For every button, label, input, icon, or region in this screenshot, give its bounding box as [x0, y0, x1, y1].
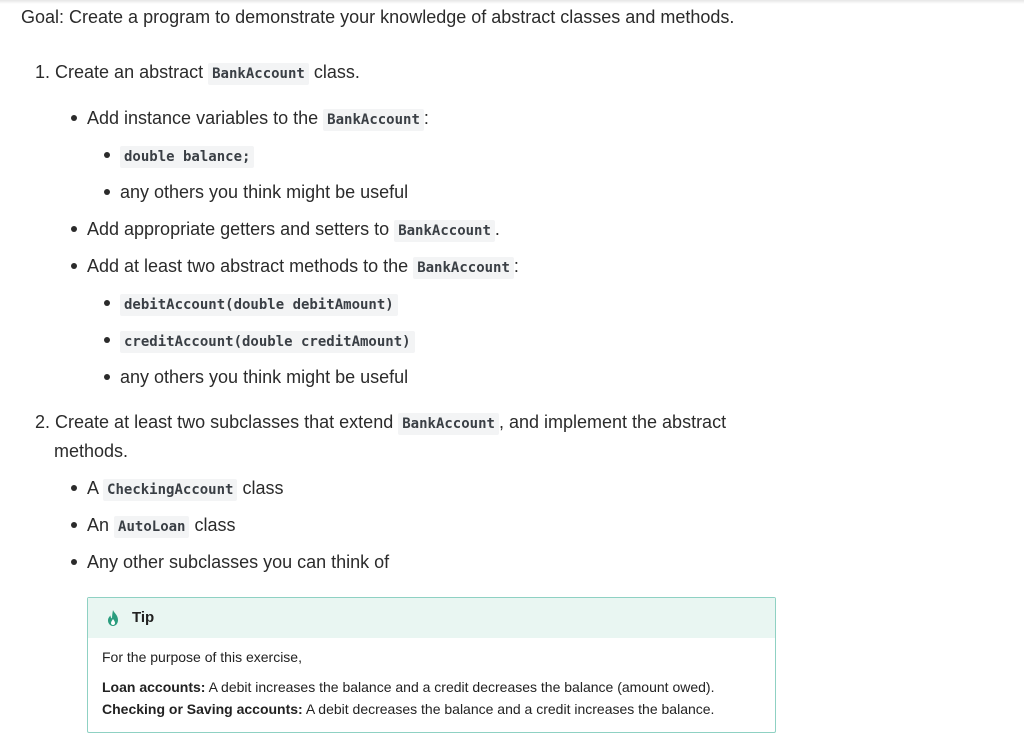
list-item — [87, 219, 500, 241]
list-item — [120, 182, 408, 202]
item-text: class — [194, 515, 236, 535]
step-number: 2. — [35, 412, 51, 432]
step-2-continuation: methods. — [54, 441, 129, 461]
bullet-dot — [71, 263, 77, 269]
item-text: any others you think might be useful — [120, 182, 409, 202]
code-snippet: BankAccount — [394, 220, 495, 242]
bullet-dot — [71, 115, 77, 121]
tip-loan-label: Loan accounts: — [102, 679, 206, 695]
bullet-dot — [104, 300, 110, 306]
step-2 — [35, 412, 726, 434]
list-item — [87, 108, 429, 130]
list-item — [120, 145, 254, 167]
item-text: Any other subclasses you can think of — [87, 552, 390, 572]
item-text: Add instance variables to the — [87, 108, 319, 128]
code-snippet: BankAccount — [323, 109, 424, 131]
code-snippet: CheckingAccount — [103, 479, 237, 501]
list-item — [87, 552, 389, 572]
tip-intro: For the purpose of this exercise, — [102, 649, 302, 665]
top-edge-shadow — [0, 0, 1024, 4]
tip-callout — [87, 597, 776, 733]
list-item — [120, 293, 398, 315]
bullet-dot — [104, 337, 110, 343]
list-item — [120, 367, 408, 387]
item-text: : — [513, 256, 519, 276]
code-snippet: AutoLoan — [114, 516, 189, 538]
item-text: Add at least two abstract methods to the — [87, 256, 409, 276]
goal-text: Goal: Create a program to demonstrate your knowledge of abstract classes and methods. — [21, 7, 735, 27]
code-snippet: BankAccount — [208, 63, 309, 85]
list-item — [87, 515, 236, 537]
bullet-dot — [71, 485, 77, 491]
step-number: 1. — [35, 62, 51, 82]
code-snippet: BankAccount — [413, 257, 514, 279]
step-1 — [35, 62, 360, 84]
code-snippet: debitAccount(double debitAmount) — [120, 294, 398, 316]
tip-checking-text: A debit decreases the balance and a credit increases the balance. — [302, 701, 715, 717]
item-text: class — [242, 478, 284, 498]
item-text: An — [87, 515, 110, 535]
item-text: Add appropriate getters and setters to — [87, 219, 390, 239]
step-text: , and implement the abstract — [498, 412, 727, 432]
tip-loan-text: A debit increases the balance and a credit decreases the balance (amount owed). — [205, 679, 715, 695]
item-text: : — [423, 108, 429, 128]
code-snippet: double balance; — [120, 146, 254, 168]
bullet-dot — [104, 152, 110, 158]
step-text: Create at least two subclasses that extend — [55, 412, 394, 432]
item-text: any others you think might be useful — [120, 367, 409, 387]
flame-icon — [105, 609, 121, 627]
code-snippet: BankAccount — [398, 413, 499, 435]
bullet-dot — [71, 559, 77, 565]
tip-title: Tip — [132, 609, 155, 626]
item-text: A — [87, 478, 99, 498]
bullet-dot — [104, 189, 110, 195]
bullet-dot — [104, 374, 110, 380]
list-item — [87, 478, 284, 500]
bullet-dot — [71, 522, 77, 528]
step-text: Create an abstract — [55, 62, 204, 82]
code-snippet: creditAccount(double creditAmount) — [120, 331, 415, 353]
tip-checking-line — [102, 701, 714, 717]
tip-loan-line — [102, 679, 714, 695]
step-text: class. — [313, 62, 360, 82]
tip-checking-label: Checking or Saving accounts: — [102, 701, 303, 717]
tip-header — [88, 598, 775, 638]
list-item — [120, 330, 415, 352]
bullet-dot — [71, 226, 77, 232]
item-text: . — [494, 219, 500, 239]
list-item — [87, 256, 519, 278]
